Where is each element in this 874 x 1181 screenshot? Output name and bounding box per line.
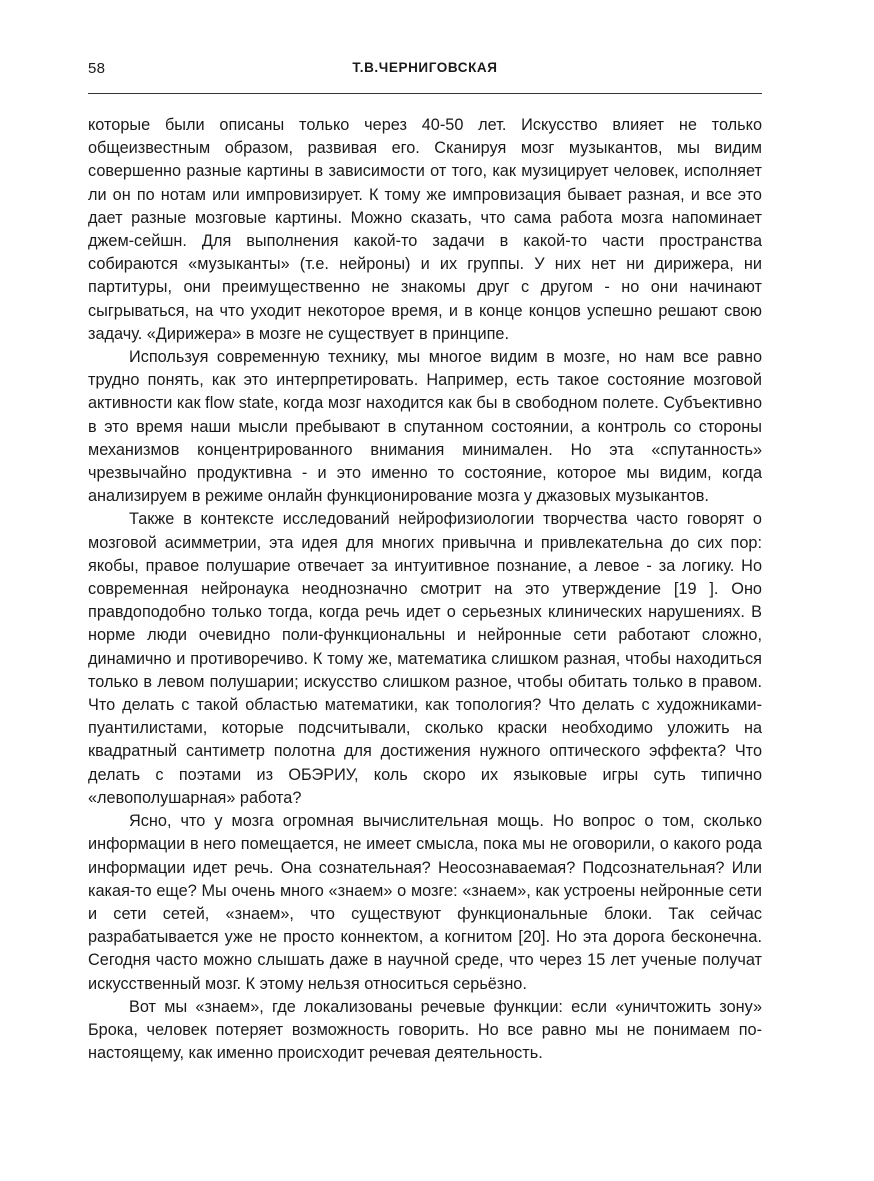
header-divider [88,93,762,94]
running-header [88,60,762,88]
paragraph-continued: которые были описаны только через 40-50 лет. Искусство влияет не только общеизвестным образом, развивая его. Сканируя мозг музыкантов, мы видим совершенно разные картины в зависимости от того, как музицирует человек, исполняет ли он по нотам или импровизирует. К тому же импровизация бывает разная, и все это дает разные мозговые картины. Можно сказать, что сама работа мозга напоминает джем-сейшн. Для выполнения какой-то задачи в какой-то части пространства собираются «музыканты» (т.е. нейроны) и их группы. У них нет ни дирижера, ни партитуры, они преимущественно не знакомы друг с другом - но они начинают сыгрываться, на что уходит некоторое время, и в конце концов успешно решают свою задачу. «Дирижера» в мозге не существует в принципе. [88,116,762,343]
running-title: Т.В.ЧЕРНИГОВСКАЯ [352,60,498,75]
paragraph: Ясно, что у мозга огромная вычислительная мощь. Но вопрос о том, сколько информации в него помещается, не имеет смысла, пока мы не оговорили, о какого рода информации идет речь. Она сознательная? Неосознаваемая? Подсознательная? Или какая-то еще? Мы очень много «знаем» о мозге: «знаем», как устроены нейронные сети и сети сетей, «знаем», что существуют функциональные блоки. Так сейчас разрабатывается уже не просто коннектом, а когнитом [20]. Но эта дорога бесконечна. Сегодня часто можно слышать даже в научной среде, что через 15 лет ученые получат искусственный мозг. К этому нельзя относиться серьёзно. [88,812,762,993]
body-text [88,114,762,1065]
paragraph: Используя современную технику, мы многое видим в мозге, но нам все равно трудно понять, как это интерпретировать. Например, есть такое состояние мозговой активности как flow state, когда мозг находится как бы в свободном полете. Субъективно в это время наши мысли пребывают в спутанном состоянии, а контроль со стороны механизмов концентрированного внимания минимален. Но эта «спутанность» чрезвычайно продуктивна - и это именно то состояние, которое мы видим, когда анализируем в режиме онлайн функционирование мозга у джазовых музыкантов. [88,348,762,506]
paragraph: Также в контексте исследований нейрофизиологии творчества часто говорят о мозговой асимметрии, эта идея для многих привычна и привлекательна до сих пор: якобы, правое полушарие отвечает за интуитивное познание, а левое - за логику. Но современная нейронаука неоднозначно смотрит на это утверждение [19 ]. Оно правдоподобно только тогда, когда речь идет о серьезных клинических нарушениях. В норме люди очевидно поли-функциональны и нейронные сети работают сложно, динамично и противоречиво. К тому же, математика слишком разная, чтобы находиться только в левом полушарии; искусство слишком разное, чтобы обитать только в правом. Что делать с такой областью математики, как топология? Что делать с художниками-пуантилистами, которые подсчитывали, сколько краски необходимо уложить на квадратный сантиметр полотна для достижения нужного оптического эффекта? Что делать с поэтами из ОБЭРИУ, коль скоро их языковые игры суть типично «левополушарная» работа? [88,510,762,807]
paragraph: Вот мы «знаем», где локализованы речевые функции: если «уничтожить зону» Брока, человек потеряет возможность говорить. Но все равно мы не понимаем по-настоящему, как именно происходит речевая деятельность. [88,997,762,1063]
page-number: 58 [88,60,106,77]
